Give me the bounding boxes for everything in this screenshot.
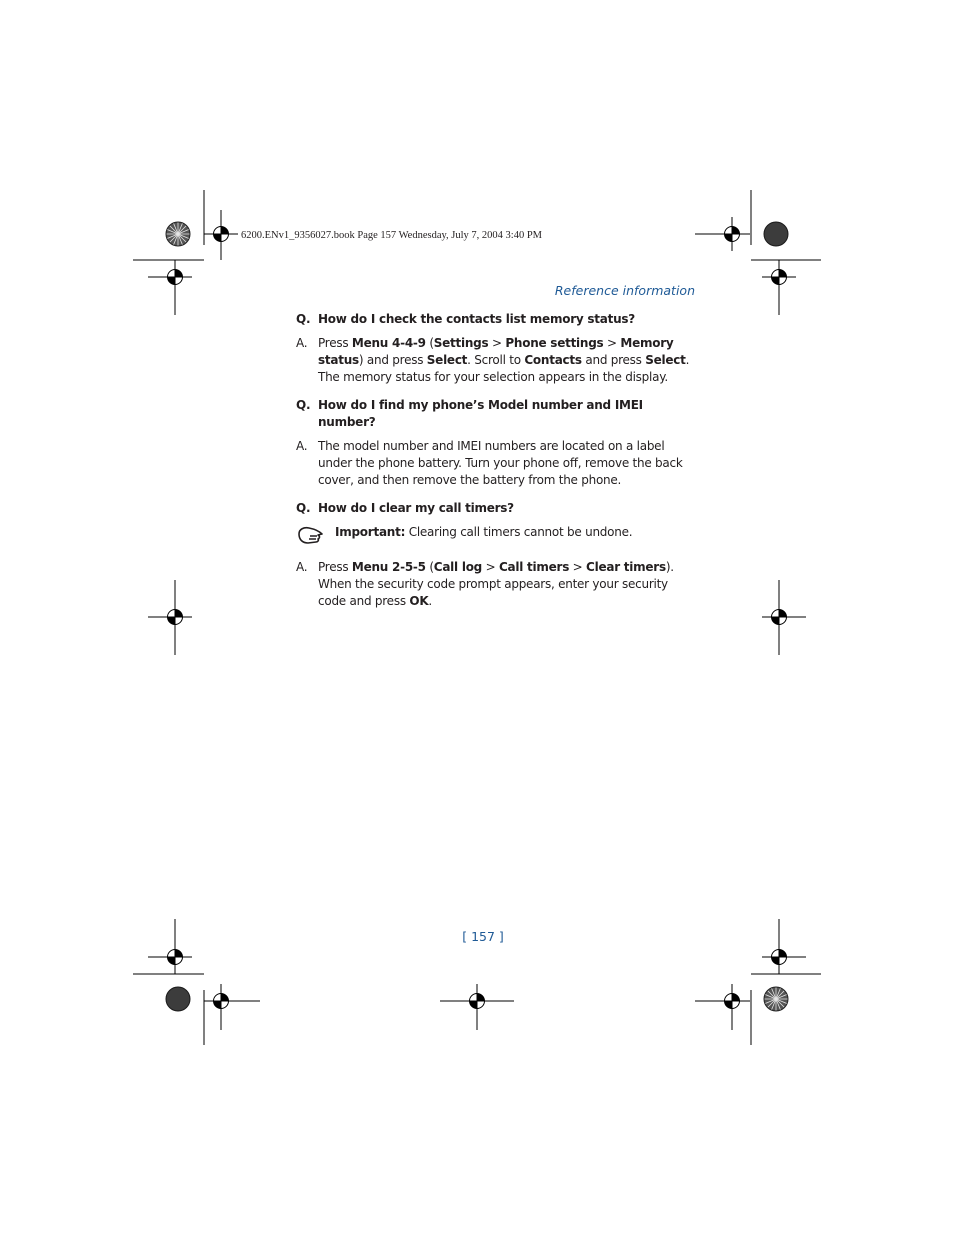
q-marker: Q. [296, 398, 311, 412]
q-marker: Q. [296, 501, 311, 515]
answer-1: A. Press Menu 4-4-9 (Settings > Phone settings > Memory status) and press Select. Scroll to Contacts and press Select. The memory status for your selection appears in the display. [296, 336, 690, 384]
answer-3: A. Press Menu 2-5-5 (Call log > Call timers > Clear timers). When the security code prompt appears, enter your security code and press OK. [296, 560, 674, 608]
question-2 [296, 397, 698, 431]
menu-path: Menu 4-4-9 [351, 336, 426, 350]
note-label: Important: [335, 525, 406, 539]
print-slug-line: 6200.ENv1_9356027.book Page 157 Wednesday, July 7, 2004 3:40 PM [241, 230, 543, 241]
question-text: How do I find my phone’s Model number and IMEI number? [318, 398, 643, 429]
a-marker: A. [296, 439, 308, 453]
note-text: Clearing call timers cannot be undone. [405, 525, 633, 539]
question-text: How do I check the contacts list memory status? [318, 312, 635, 326]
question-text: How do I clear my call timers? [318, 501, 514, 515]
menu-path: Menu 2-5-5 [351, 560, 426, 574]
answer-2: A. The model number and IMEI numbers are located on a label under the phone battery. Turn your phone off, remove the back cover, and then remove the battery from the phone. [296, 439, 683, 487]
a-marker: A. [296, 560, 308, 574]
q-marker: Q. [296, 312, 311, 326]
important-hand-icon [296, 525, 324, 545]
page-number: [ 157 ] [462, 929, 504, 944]
running-head: Reference information [554, 283, 695, 298]
a-marker: A. [296, 336, 308, 350]
important-note [296, 524, 698, 541]
faq-content [296, 311, 698, 621]
question-1 [296, 311, 698, 328]
question-3 [296, 500, 698, 517]
